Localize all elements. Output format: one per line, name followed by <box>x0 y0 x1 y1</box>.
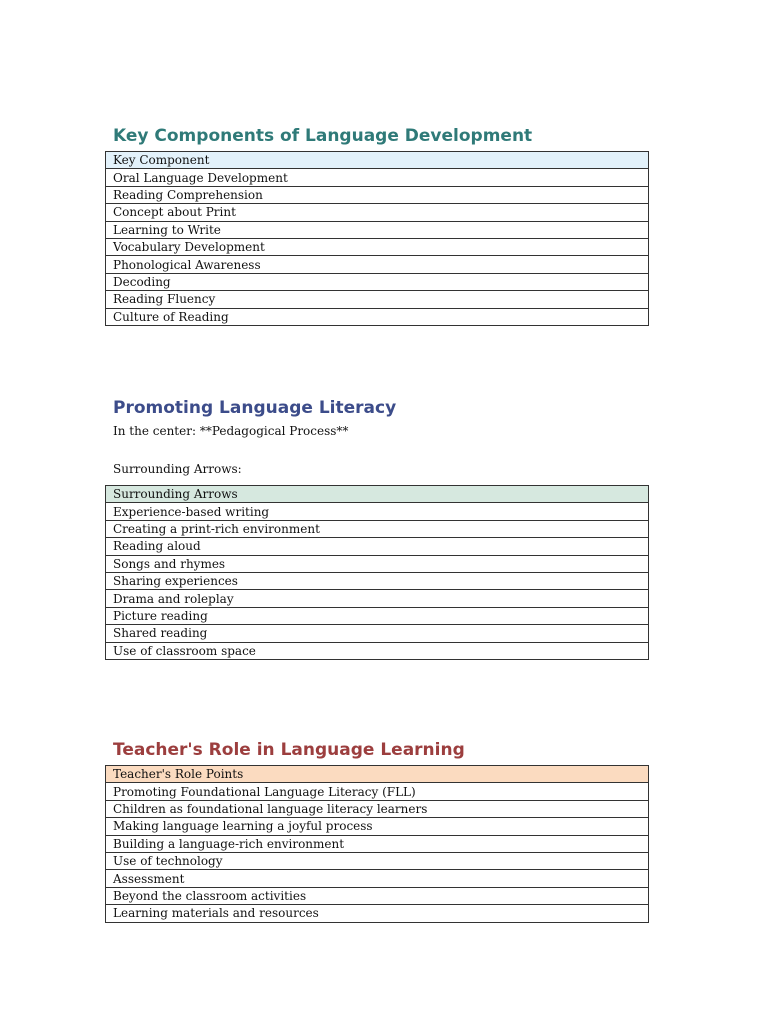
table-row <box>106 905 649 922</box>
table-cell: Creating a print-rich environment <box>106 520 649 537</box>
table-cell: Shared reading <box>106 625 649 642</box>
table-cell: Vocabulary Development <box>106 238 649 255</box>
table-cell: Building a language-rich environment <box>106 835 649 852</box>
table-row <box>106 607 649 624</box>
table-row <box>106 256 649 273</box>
table-header-row <box>106 486 649 503</box>
section-heading: Key Components of Language Development <box>113 126 533 146</box>
table-row <box>106 642 649 659</box>
section-heading: Promoting Language Literacy <box>113 398 397 418</box>
table-row <box>106 818 649 835</box>
table-cell: Assessment <box>106 870 649 887</box>
table-cell: Concept about Print <box>106 204 649 221</box>
table-row <box>106 835 649 852</box>
table-row <box>106 870 649 887</box>
table-cell: Reading Comprehension <box>106 186 649 203</box>
table-header-cell: Key Component <box>106 152 649 169</box>
surrounding-arrows-table <box>105 485 649 660</box>
table-cell: Use of technology <box>106 852 649 869</box>
table-cell: Beyond the classroom activities <box>106 887 649 904</box>
table-row <box>106 783 649 800</box>
table-row <box>106 572 649 589</box>
table-cell: Children as foundational language literacy learners <box>106 800 649 817</box>
table-cell: Making language learning a joyful process <box>106 818 649 835</box>
table-cell: Use of classroom space <box>106 642 649 659</box>
table-row <box>106 625 649 642</box>
table-cell: Oral Language Development <box>106 169 649 186</box>
table-cell: Drama and roleplay <box>106 590 649 607</box>
table-header-cell: Surrounding Arrows <box>106 486 649 503</box>
table-row <box>106 852 649 869</box>
table-cell: Learning to Write <box>106 221 649 238</box>
section-key-components <box>105 125 649 326</box>
table-row <box>106 186 649 203</box>
table-cell: Reading aloud <box>106 538 649 555</box>
table-row <box>106 273 649 290</box>
table-row <box>106 291 649 308</box>
table-cell: Decoding <box>106 273 649 290</box>
table-cell: Picture reading <box>106 607 649 624</box>
table-row <box>106 204 649 221</box>
table-row <box>106 308 649 325</box>
table-cell: Experience-based writing <box>106 503 649 520</box>
table-row <box>106 538 649 555</box>
table-cell: Reading Fluency <box>106 291 649 308</box>
table-header-cell: Teacher's Role Points <box>106 766 649 783</box>
table-cell: Promoting Foundational Language Literacy (FLL) <box>106 783 649 800</box>
table-cell: Phonological Awareness <box>106 256 649 273</box>
table-row <box>106 590 649 607</box>
table-row <box>106 169 649 186</box>
table-header-row <box>106 152 649 169</box>
section-teachers-role <box>105 739 649 923</box>
section-heading: Teacher's Role in Language Learning <box>113 740 465 760</box>
table-cell: Sharing experiences <box>106 572 649 589</box>
center-paragraph: In the center: **Pedagogical Process** <box>113 424 349 438</box>
table-row <box>106 503 649 520</box>
table-cell: Songs and rhymes <box>106 555 649 572</box>
table-row <box>106 520 649 537</box>
key-components-table <box>105 151 649 326</box>
teachers-role-table <box>105 765 649 923</box>
table-cell: Culture of Reading <box>106 308 649 325</box>
table-header-row <box>106 766 649 783</box>
table-row <box>106 555 649 572</box>
table-cell: Learning materials and resources <box>106 905 649 922</box>
table-row <box>106 238 649 255</box>
table-row <box>106 887 649 904</box>
table-row <box>106 221 649 238</box>
arrows-paragraph: Surrounding Arrows: <box>113 462 242 476</box>
table-row <box>106 800 649 817</box>
section-promoting-literacy <box>105 397 649 660</box>
